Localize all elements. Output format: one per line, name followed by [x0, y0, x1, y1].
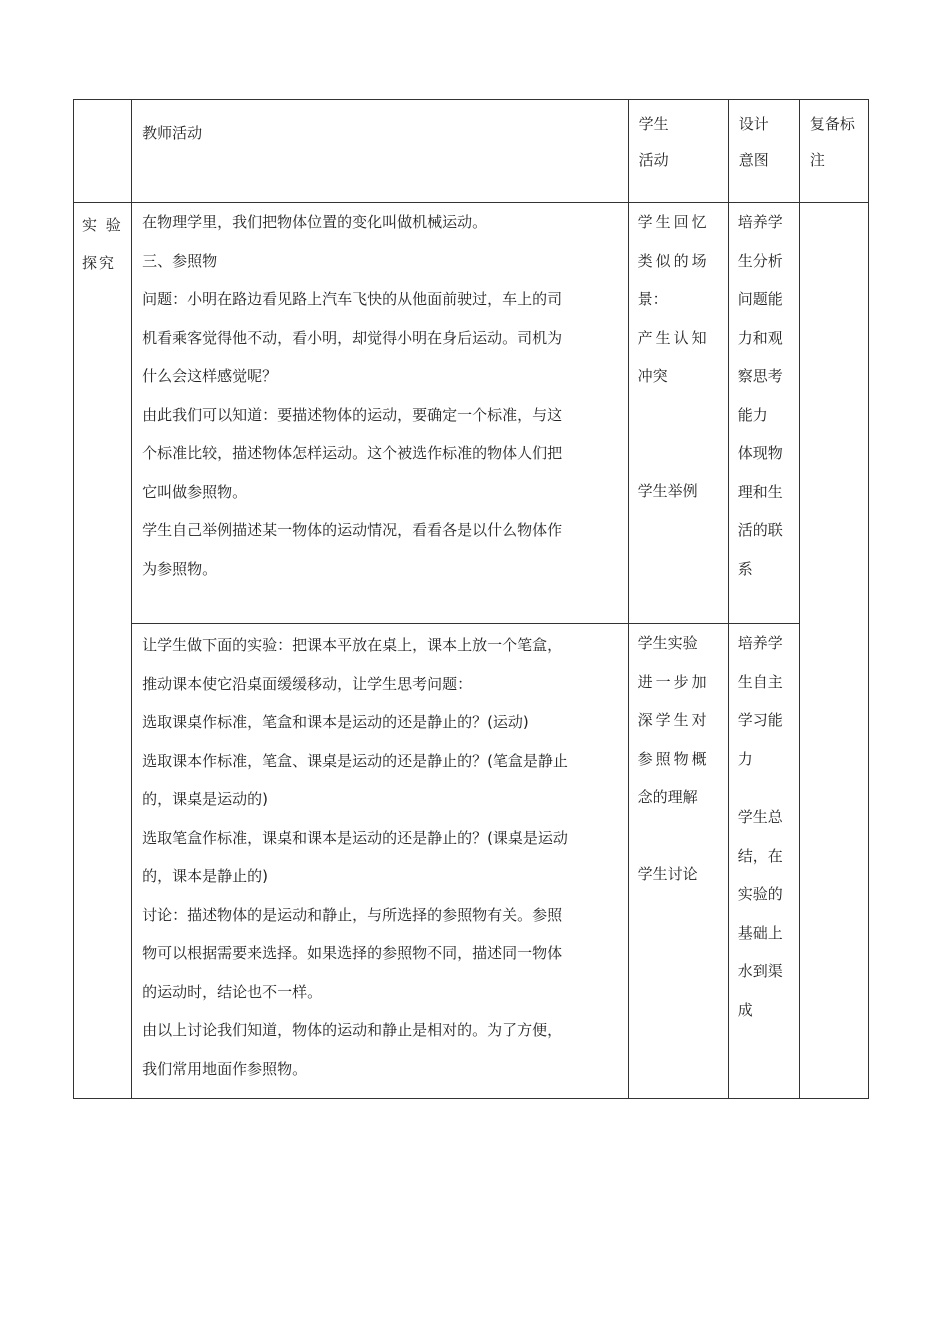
lesson-plan-table	[73, 99, 869, 1099]
section-label-cell: 实 验 探究	[74, 203, 132, 1099]
header-section-cell	[74, 100, 132, 203]
header-remarks: 复备标 注	[799, 100, 868, 203]
header-teacher-label: 教师活动	[142, 124, 203, 142]
student-activity-block-1: 学生回忆 类似的场 景： 产生认知 冲突 学生举例	[628, 203, 728, 624]
design-intent-block-1: 培养学 生分析 问题能 力和观 察思考 能力 体现物 理和生 活的联 系	[728, 203, 799, 624]
header-row	[74, 100, 869, 203]
header-student-activity: 学生 活动	[628, 100, 728, 203]
header-design-intent: 设计 意图	[728, 100, 799, 203]
remarks-cell	[799, 203, 868, 1099]
teacher-activity-block-2: 让学生做下面的实验：把课本平放在桌上，课本上放一个笔盒， 推动课本使它沿桌面缓缓移动，让学生思考问题： 选取课桌作标准，笔盒和课本是运动的还是静止的？(运动) 选取课本作标准，笔盒、课桌是运动的还是静止的？(笔盒是静止 的，课桌是运动的) 选取笔盒作标准，课桌和课本是运动的还是静止的？(课桌是运动 的，课本是静止的) 讨论：描述物体的是运动和静止，与所选择的参照物有关。参照 物可以根据需要来选择。如果选择的参照物不同，描述同一物体 的运动时，结论也不一样。 由以上讨论我们知道，物体的运动和静止是相对的。为了方便， 我们常用地面作参照物。	[132, 624, 629, 1099]
content-row-1	[74, 203, 869, 624]
content-row-2	[74, 624, 869, 1099]
design-intent-block-2: 培养学 生自主 学习能 力 学生总 结，在 实验的 基础上 水到渠 成	[728, 624, 799, 1099]
teacher-activity-block-1: 在物理学里，我们把物体位置的变化叫做机械运动。 三、参照物 问题：小明在路边看见路上汽车飞快的从他面前驶过，车上的司 机看乘客觉得他不动，看小明，却觉得小明在身后运动。司机为 什么会这样感觉呢？ 由此我们可以知道：要描述物体的运动，要确定一个标准，与这 个标准比较，描述物体怎样运动。这个被选作标准的物体人们把 它叫做参照物。 学生自己举例描述某一物体的运动情况，看看各是以什么物体作 为参照物。	[132, 203, 629, 624]
header-teacher-activity	[132, 100, 629, 203]
student-activity-block-2: 学生实验 进一步加 深学生对 参照物概 念的理解 学生讨论	[628, 624, 728, 1099]
